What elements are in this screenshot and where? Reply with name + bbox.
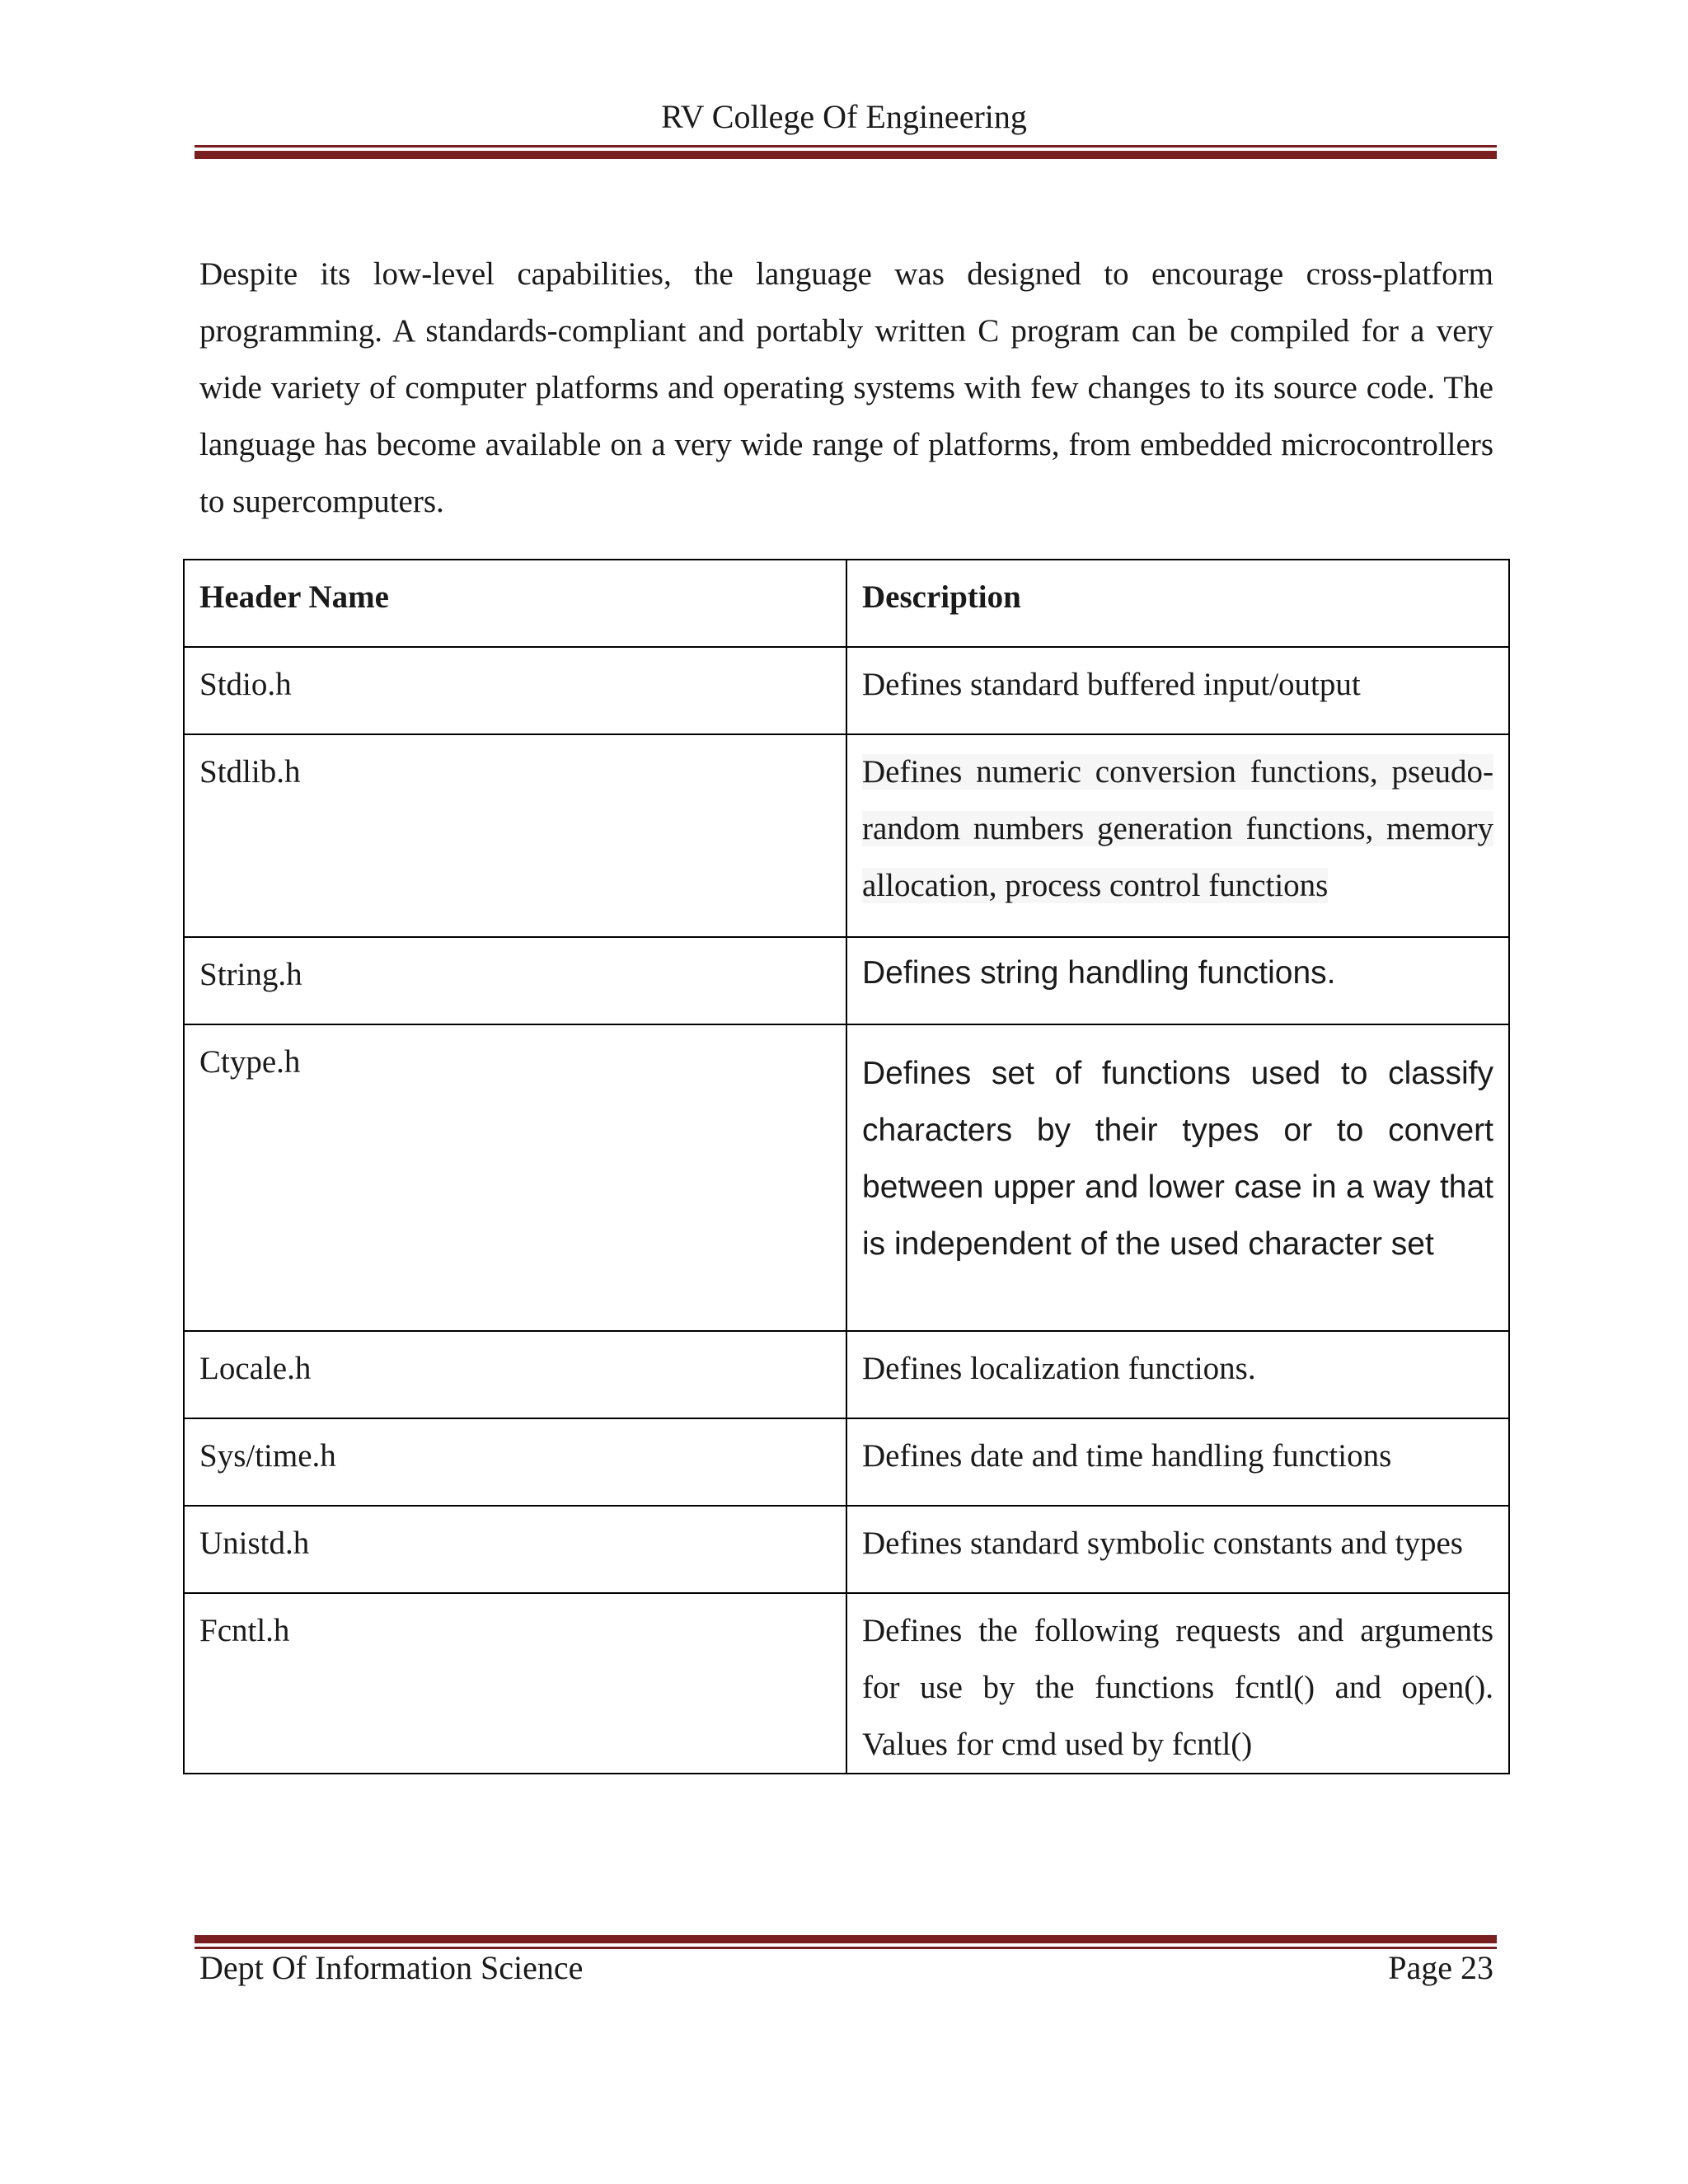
description-cell: Defines string handling functions. [846, 937, 1509, 1024]
column-header-name: Header Name [184, 560, 846, 647]
header-name-cell: Unistd.h [184, 1506, 846, 1593]
table-row [184, 1593, 1509, 1774]
header-name-cell: Ctype.h [184, 1024, 846, 1331]
column-header-description: Description [846, 560, 1509, 647]
description-cell: Defines standard symbolic constants and types [846, 1506, 1509, 1593]
header-name-cell: Sys/time.h [184, 1418, 846, 1506]
table-row [184, 1506, 1509, 1593]
page-header-title: RV College Of Engineering [661, 98, 1027, 135]
header-name-cell: Fcntl.h [184, 1593, 846, 1774]
description-cell: Defines date and time handling functions [846, 1418, 1509, 1506]
header-rule [195, 145, 1497, 159]
footer-department: Dept Of Information Science [199, 1949, 584, 1986]
description-text: Defines numeric conversion functions, pseudo-random numbers generation functions, memory allocation, process control functions [862, 754, 1493, 903]
description-cell: Defines set of functions used to classify characters by their types or to convert between upper and lower case in a way that is independent of the used character set [846, 1024, 1509, 1331]
footer-page-number: Page 23 [1388, 1949, 1493, 1986]
description-cell: Defines standard buffered input/output [846, 647, 1509, 734]
table-row [184, 1418, 1509, 1506]
table-row [184, 1331, 1509, 1418]
header-name-cell: String.h [184, 937, 846, 1024]
header-name-cell: Locale.h [184, 1331, 846, 1418]
header-files-table [183, 559, 1510, 1774]
table-row [184, 1024, 1509, 1331]
intro-paragraph: Despite its low-level capabilities, the language was designed to encourage cross-platform programming. A standards-compliant and portably written C program can be compiled for a very wide variety of computer platforms and operating systems with few changes to its source code. The language has become available on a very wide range of platforms, from embedded microcontrollers to supercomputers. [199, 256, 1493, 519]
table-header-row [184, 560, 1509, 647]
header-name-cell: Stdlib.h [184, 734, 846, 937]
table-row [184, 647, 1509, 734]
description-cell: Defines the following requests and arguments for use by the functions fcntl() and open(). Values for cmd used by fcntl() [846, 1593, 1509, 1774]
description-cell: Defines localization functions. [846, 1331, 1509, 1418]
description-cell [846, 734, 1509, 937]
header-name-cell: Stdio.h [184, 647, 846, 734]
table-row [184, 937, 1509, 1024]
table-row [184, 734, 1509, 937]
